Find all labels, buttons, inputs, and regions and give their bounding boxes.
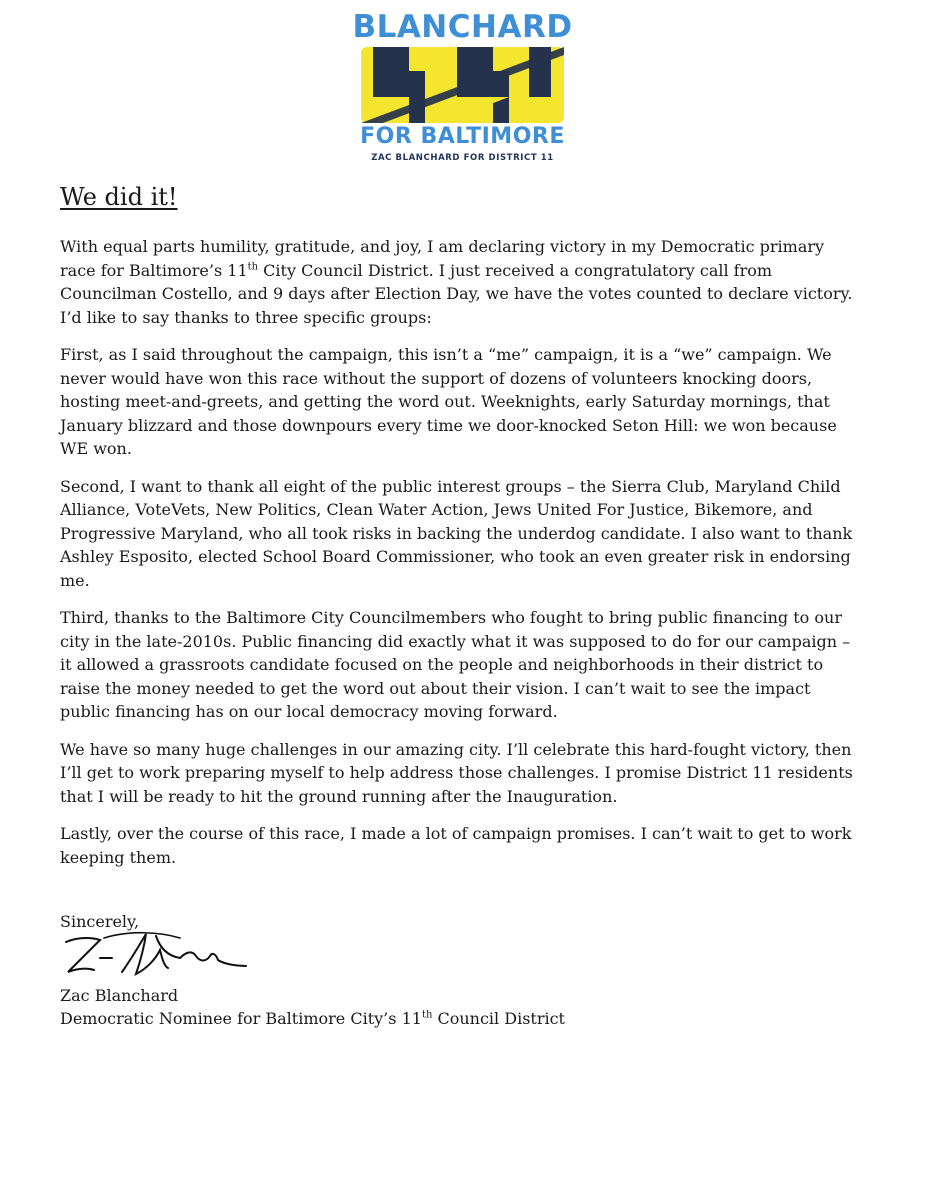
brand-name-top: BLANCHARD [352,9,573,45]
letter-body [60,235,860,883]
brand-name-bottom: FOR BALTIMORE [360,124,565,149]
brand-tagline: ZAC BLANCHARD FOR DISTRICT 11 [371,153,554,163]
closing-salutation: Sincerely, [60,912,140,931]
ordinal-suffix: th [247,261,259,273]
signer-title [60,1007,565,1030]
letterhead [0,9,925,163]
signer-title-part-b: Council District [432,1009,565,1028]
paragraph-1 [60,235,860,329]
paragraph-4: Third, thanks to the Baltimore City Councilmembers who fought to bring public financing to our city in the late-2010s. Public financing did exactly what it was supposed to do for our campaign – it allowed a grassroots candidate focused on the people and neighborhoods in their district to raise the money needed to get the word out about their vision. I can’t wait to see the impact public financing has on our local democracy moving forward. [60,608,851,721]
paragraph-6: Lastly, over the course of this race, I made a lot of campaign promises. I can’t wait to get to work keeping them. [60,824,852,867]
signature-block [60,984,565,1030]
signer-ordinal-suffix: th [421,1009,433,1021]
signer-title-part-a: Democratic Nominee for Baltimore City’s 11 [60,1009,422,1028]
signer-name: Zac Blanchard [60,986,179,1005]
paragraph-2: First, as I said throughout the campaign, this isn’t a “me” campaign, it is a “we” campaign. We never would have won this race without the support of dozens of volunteers knocking doors, hosting meet-and-greets, and getting the word out. Weeknights, early Saturday mornings, that January blizzard and those downpours every time we door-knocked Seton Hill: we won because WE won. [60,345,837,458]
letter-heading: We did it! [60,183,178,211]
paragraph-1-part-b: City Council District. I just received a congratulatory call from Councilman Costello, and 9 days after Election Day, we have the votes counted to declare victory. I’d like to say thanks to three specific groups: [60,260,853,327]
maryland-flag-logo [361,47,564,123]
handwritten-signature [60,928,250,982]
paragraph-5: We have so many huge challenges in our amazing city. I’ll celebrate this hard-fought victory, then I’ll get to work preparing myself to help address those challenges. I promise District 11 residents that I will be ready to hit the ground running after the Inauguration. [60,739,853,806]
paragraph-3: Second, I want to thank all eight of the public interest groups – the Sierra Club, Maryland Child Alliance, VoteVets, New Politics, Clean Water Action, Jews United For Justice, Bikemore, and Progressive Maryland, who all took risks in backing the underdog candidate. I also want to thank Ashley Esposito, elected School Board Commissioner, who took an even greater risk in endorsing me. [60,476,853,590]
paragraph-1-part-a: With equal parts humility, gratitude, and joy, I am declaring victory in my Democratic primary race for Baltimore’s 11 [60,237,825,280]
